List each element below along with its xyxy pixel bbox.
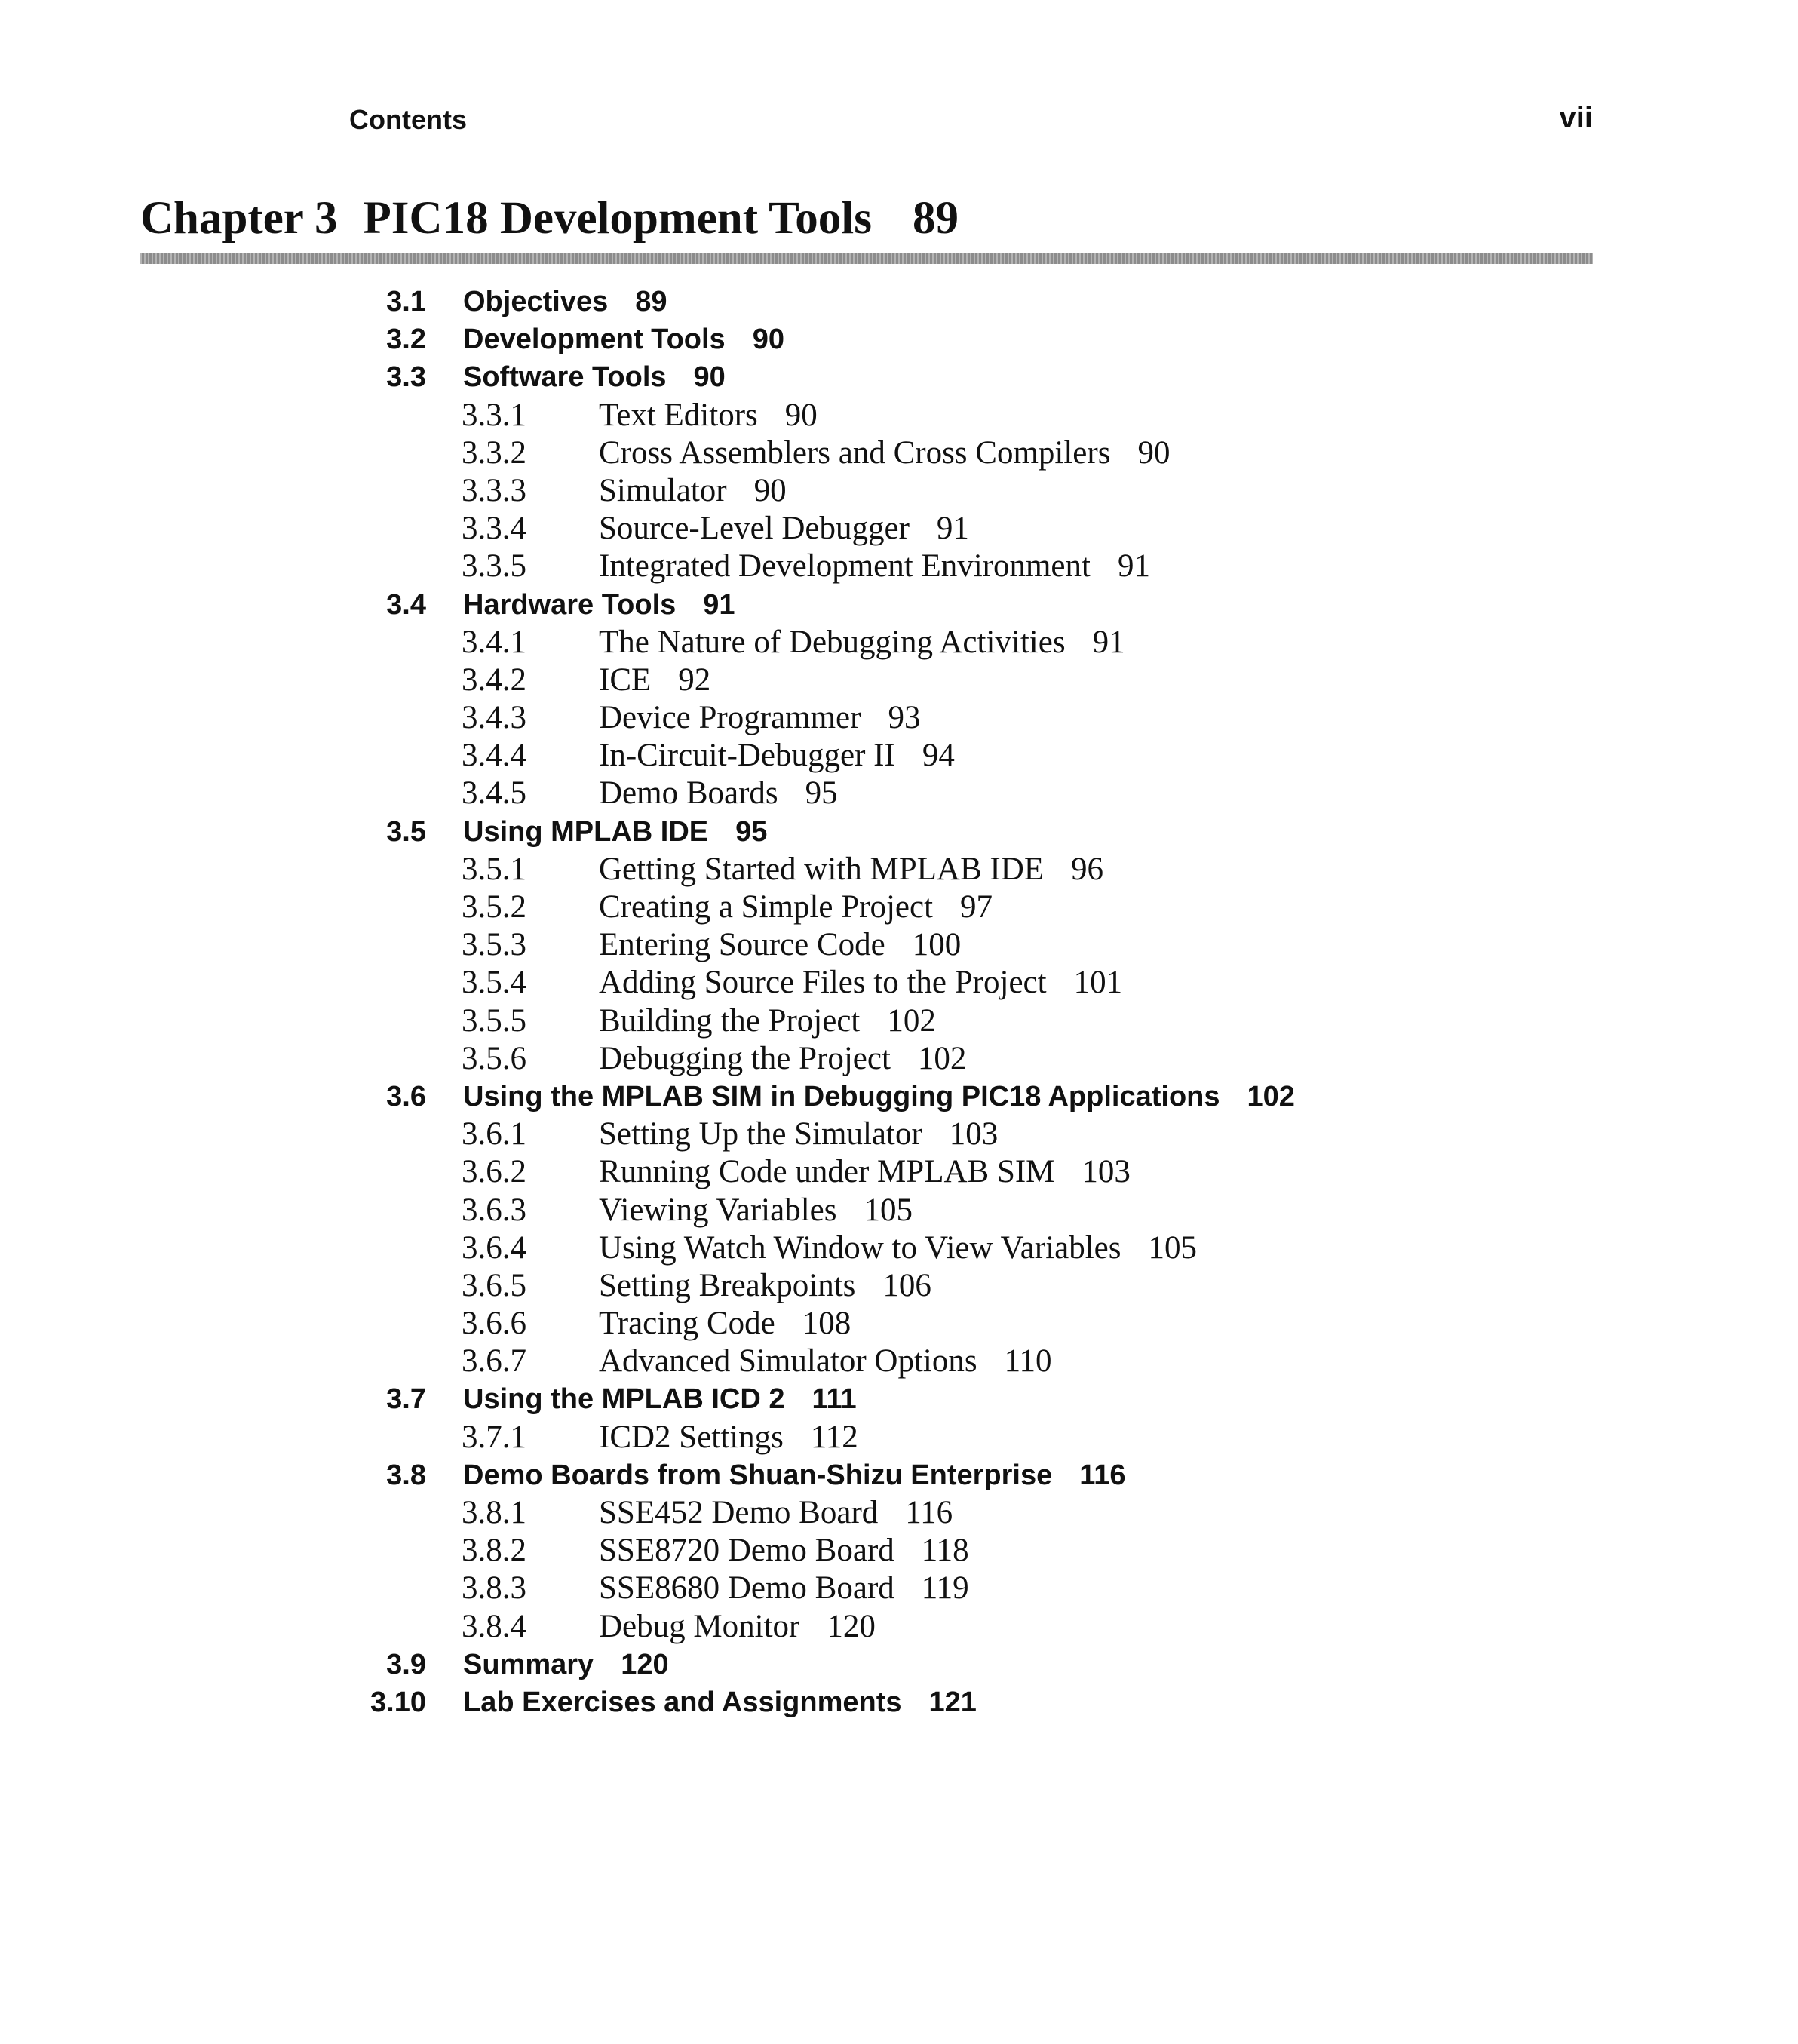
toc-entry-title: Software Tools <box>463 361 667 394</box>
toc-entry-title: Using the MPLAB SIM in Debugging PIC18 Applications <box>463 1080 1220 1113</box>
toc-entry-page: 121 <box>928 1686 977 1718</box>
toc-entry-number: 3.3.4 <box>462 511 526 547</box>
toc-subsection-entry <box>0 1305 1798 1343</box>
toc-entry-number: 3.4.4 <box>462 738 526 774</box>
toc-entry-number: 3.3 <box>386 361 426 394</box>
chapter-label: Chapter 3 <box>140 193 338 244</box>
toc-entry-title: Using MPLAB IDE <box>463 815 709 848</box>
chapter-title: PIC18 Development Tools <box>363 193 872 244</box>
toc-entry-title: Viewing Variables <box>599 1192 837 1228</box>
toc-entry-title: Adding Source Files to the Project <box>599 965 1047 1001</box>
toc-entry-number: 3.4.3 <box>462 700 526 736</box>
toc-entry-title-wrap <box>599 1002 936 1040</box>
toc-section-entry <box>0 283 1798 321</box>
toc-subsection-entry <box>0 699 1798 737</box>
toc-entry-title-wrap <box>463 358 726 396</box>
toc-entry-page: 91 <box>936 511 969 547</box>
toc-entry-page: 100 <box>912 927 962 963</box>
toc-entry-number: 3.5 <box>386 815 426 848</box>
toc-entry-number: 3.4.1 <box>462 624 526 660</box>
toc-entry-number: 3.9 <box>386 1648 426 1680</box>
toc-subsection-entry <box>0 1419 1798 1456</box>
toc-entry-title-wrap <box>599 661 710 699</box>
table-of-contents <box>0 283 1798 1721</box>
toc-entry-page: 120 <box>827 1608 876 1644</box>
toc-entry-title: Using Watch Window to View Variables <box>599 1229 1121 1266</box>
chapter-rule <box>140 253 1593 264</box>
toc-entry-title-wrap <box>599 624 1125 661</box>
toc-entry-page: 94 <box>922 738 955 774</box>
toc-entry-title-wrap <box>463 1456 1126 1494</box>
toc-entry-title: Summary <box>463 1648 594 1680</box>
toc-entry-number: 3.8.3 <box>462 1570 526 1607</box>
toc-entry-title-wrap <box>599 1040 966 1078</box>
toc-entry-title-wrap <box>599 397 818 434</box>
toc-entry-number: 3.4 <box>386 588 426 621</box>
toc-section-entry <box>0 321 1798 358</box>
toc-entry-title-wrap <box>599 851 1103 888</box>
toc-entry-title: Running Code under MPLAB SIM <box>599 1154 1055 1190</box>
toc-entry-page: 105 <box>1148 1229 1197 1266</box>
toc-entry-page: 101 <box>1073 965 1123 1001</box>
toc-entry-title: Entering Source Code <box>599 927 885 963</box>
toc-entry-title-wrap <box>599 1267 931 1305</box>
toc-subsection-entry <box>0 775 1798 812</box>
toc-subsection-entry <box>0 510 1798 548</box>
toc-entry-title-wrap <box>463 1683 977 1721</box>
toc-entry-title-wrap <box>599 1229 1197 1267</box>
toc-entry-title: Lab Exercises and Assignments <box>463 1686 902 1718</box>
toc-subsection-entry <box>0 1494 1798 1532</box>
toc-entry-title: Getting Started with MPLAB IDE <box>599 851 1045 887</box>
toc-entry-title-wrap <box>599 1419 858 1456</box>
toc-entry-number: 3.8.2 <box>462 1533 526 1569</box>
toc-entry-title-wrap <box>599 1153 1131 1191</box>
toc-entry-number: 3.6.7 <box>462 1343 526 1380</box>
toc-entry-page: 92 <box>678 661 711 698</box>
toc-entry-title: Advanced Simulator Options <box>599 1343 977 1380</box>
toc-entry-number: 3.4.5 <box>462 775 526 812</box>
toc-entry-title: Demo Boards from Shuan-Shizu Enterprise <box>463 1459 1053 1491</box>
toc-section-entry <box>0 358 1798 396</box>
toc-section-entry <box>0 1078 1798 1116</box>
toc-entry-title: Device Programmer <box>599 700 861 736</box>
toc-subsection-entry <box>0 397 1798 434</box>
toc-entry-title-wrap <box>599 699 920 737</box>
toc-entry-title-wrap <box>599 1494 953 1532</box>
toc-entry-title-wrap <box>463 586 735 624</box>
toc-entry-number: 3.7 <box>386 1383 426 1416</box>
toc-entry-number: 3.10 <box>370 1686 426 1718</box>
toc-entry-page: 112 <box>810 1419 858 1455</box>
toc-subsection-entry <box>0 1153 1798 1191</box>
toc-entry-number: 3.3.1 <box>462 397 526 433</box>
toc-entry-number: 3.8.1 <box>462 1495 526 1530</box>
toc-entry-number: 3.5.5 <box>462 1002 526 1039</box>
toc-entry-title-wrap <box>463 283 667 321</box>
toc-entry-title-wrap <box>463 1078 1295 1116</box>
toc-entry-number: 3.8.4 <box>462 1608 526 1644</box>
toc-entry-page: 110 <box>1004 1343 1052 1380</box>
toc-subsection-entry <box>0 737 1798 775</box>
toc-entry-number: 3.5.6 <box>462 1040 526 1076</box>
toc-entry-title-wrap <box>599 434 1170 472</box>
toc-entry-title: Debugging the Project <box>599 1040 891 1076</box>
toc-entry-number: 3.6.1 <box>462 1116 526 1152</box>
toc-subsection-entry <box>0 661 1798 699</box>
toc-entry-title: Creating a Simple Project <box>599 889 934 925</box>
toc-entry-page: 116 <box>905 1495 953 1530</box>
toc-entry-number: 3.8 <box>386 1459 426 1491</box>
toc-entry-page: 90 <box>693 361 726 394</box>
toc-entry-page: 103 <box>949 1116 999 1152</box>
toc-entry-page: 90 <box>752 324 784 356</box>
toc-entry-title-wrap <box>599 888 993 926</box>
page-number: vii <box>1559 101 1593 134</box>
toc-entry-title: Tracing Code <box>599 1306 775 1342</box>
toc-entry-title: Setting Breakpoints <box>599 1267 856 1303</box>
toc-entry-title-wrap <box>599 964 1122 1002</box>
toc-entry-page: 102 <box>1247 1080 1295 1113</box>
toc-entry-title-wrap <box>463 321 784 358</box>
toc-entry-page: 90 <box>753 472 787 508</box>
toc-entry-title-wrap <box>599 775 838 812</box>
toc-entry-page: 119 <box>921 1570 969 1607</box>
toc-subsection-entry <box>0 888 1798 926</box>
toc-entry-title: ICE <box>599 661 652 698</box>
toc-entry-page: 116 <box>1079 1459 1126 1491</box>
toc-entry-number: 3.4.2 <box>462 661 526 698</box>
toc-subsection-entry <box>0 851 1798 888</box>
toc-subsection-entry <box>0 926 1798 964</box>
toc-subsection-entry <box>0 1267 1798 1305</box>
toc-entry-page: 93 <box>888 700 921 736</box>
toc-entry-page: 111 <box>812 1383 857 1416</box>
toc-entry-page: 96 <box>1071 851 1104 887</box>
toc-entry-title-wrap <box>599 1116 998 1153</box>
toc-entry-page: 103 <box>1082 1154 1131 1190</box>
toc-entry-number: 3.6.2 <box>462 1154 526 1190</box>
toc-entry-number: 3.5.3 <box>462 927 526 963</box>
toc-entry-title: SSE8680 Demo Board <box>599 1570 894 1607</box>
toc-subsection-entry <box>0 1192 1798 1229</box>
toc-entry-number: 3.3.3 <box>462 472 526 508</box>
toc-subsection-entry <box>0 624 1798 661</box>
toc-entry-title-wrap <box>599 1192 913 1229</box>
toc-entry-title-wrap <box>599 737 955 775</box>
toc-entry-title: Using the MPLAB ICD 2 <box>463 1383 785 1416</box>
toc-entry-title: Hardware Tools <box>463 588 677 621</box>
toc-section-entry <box>0 1683 1798 1721</box>
toc-entry-page: 91 <box>1117 548 1150 585</box>
toc-entry-title: Objectives <box>463 286 609 318</box>
toc-entry-title-wrap <box>599 1532 969 1570</box>
toc-entry-title: SSE452 Demo Board <box>599 1495 879 1530</box>
toc-entry-page: 120 <box>621 1648 669 1680</box>
toc-entry-title: Debug Monitor <box>599 1608 800 1644</box>
toc-entry-number: 3.3.2 <box>462 434 526 471</box>
toc-entry-page: 90 <box>1137 434 1171 471</box>
toc-entry-number: 3.7.1 <box>462 1419 526 1455</box>
toc-entry-number: 3.5.2 <box>462 889 526 925</box>
toc-entry-number: 3.6.3 <box>462 1192 526 1228</box>
toc-subsection-entry <box>0 1532 1798 1570</box>
toc-entry-page: 105 <box>864 1192 913 1228</box>
toc-entry-page: 118 <box>921 1533 969 1569</box>
toc-entry-title: Simulator <box>599 472 727 508</box>
toc-subsection-entry <box>0 1002 1798 1040</box>
toc-subsection-entry <box>0 1570 1798 1607</box>
toc-entry-title-wrap <box>463 1646 669 1683</box>
toc-entry-title: ICD2 Settings <box>599 1419 784 1455</box>
toc-entry-title: Demo Boards <box>599 775 778 812</box>
toc-subsection-entry <box>0 964 1798 1002</box>
toc-section-entry <box>0 1380 1798 1418</box>
toc-section-entry <box>0 1646 1798 1683</box>
toc-entry-number: 3.6 <box>386 1080 426 1113</box>
toc-entry-page: 95 <box>735 815 768 848</box>
toc-entry-number: 3.5.4 <box>462 965 526 1001</box>
toc-entry-title-wrap <box>463 1380 857 1418</box>
chapter-page: 89 <box>912 193 959 244</box>
toc-entry-title-wrap <box>599 1305 851 1343</box>
toc-entry-page: 91 <box>703 588 735 621</box>
toc-entry-title: The Nature of Debugging Activities <box>599 624 1066 660</box>
toc-section-entry <box>0 813 1798 851</box>
running-head-title: Contents <box>349 104 467 135</box>
toc-entry-title-wrap <box>599 548 1150 585</box>
toc-section-entry <box>0 1456 1798 1494</box>
toc-entry-page: 97 <box>960 889 993 925</box>
toc-entry-page: 102 <box>917 1040 967 1076</box>
toc-entry-number: 3.2 <box>386 324 426 356</box>
toc-entry-title: SSE8720 Demo Board <box>599 1533 894 1569</box>
toc-subsection-entry <box>0 1229 1798 1267</box>
toc-entry-number: 3.6.5 <box>462 1267 526 1303</box>
toc-entry-title: Source-Level Debugger <box>599 511 910 547</box>
toc-subsection-entry <box>0 1040 1798 1078</box>
toc-entry-title-wrap <box>599 1608 876 1646</box>
toc-entry-number: 3.3.5 <box>462 548 526 585</box>
toc-entry-number: 3.1 <box>386 286 426 318</box>
toc-entry-title-wrap <box>599 510 969 548</box>
toc-subsection-entry <box>0 434 1798 472</box>
toc-entry-title: Integrated Development Environment <box>599 548 1091 585</box>
toc-entry-page: 90 <box>784 397 818 433</box>
toc-entry-number: 3.6.4 <box>462 1229 526 1266</box>
toc-entry-title: Setting Up the Simulator <box>599 1116 922 1152</box>
toc-entry-page: 102 <box>887 1002 936 1039</box>
toc-entry-page: 89 <box>635 286 667 318</box>
toc-entry-number: 3.5.1 <box>462 851 526 887</box>
toc-entry-title: Text Editors <box>599 397 758 433</box>
toc-entry-title: Cross Assemblers and Cross Compilers <box>599 434 1111 471</box>
toc-entry-title-wrap <box>599 1570 969 1607</box>
toc-entry-page: 106 <box>882 1267 931 1303</box>
running-head <box>0 101 1798 142</box>
toc-entry-page: 91 <box>1092 624 1125 660</box>
toc-entry-title-wrap <box>599 472 787 510</box>
toc-entry-number: 3.6.6 <box>462 1306 526 1342</box>
toc-section-entry <box>0 586 1798 624</box>
toc-subsection-entry <box>0 1343 1798 1380</box>
chapter-heading <box>140 192 984 245</box>
toc-entry-title-wrap <box>599 1343 1052 1380</box>
toc-subsection-entry <box>0 1116 1798 1153</box>
toc-entry-title: In-Circuit-Debugger II <box>599 738 895 774</box>
toc-entry-page: 108 <box>802 1306 851 1342</box>
toc-subsection-entry <box>0 1608 1798 1646</box>
toc-entry-title: Development Tools <box>463 324 726 356</box>
toc-entry-title-wrap <box>463 813 767 851</box>
toc-subsection-entry <box>0 472 1798 510</box>
toc-entry-page: 95 <box>805 775 838 812</box>
toc-entry-title: Building the Project <box>599 1002 861 1039</box>
toc-entry-title-wrap <box>599 926 961 964</box>
toc-subsection-entry <box>0 548 1798 585</box>
